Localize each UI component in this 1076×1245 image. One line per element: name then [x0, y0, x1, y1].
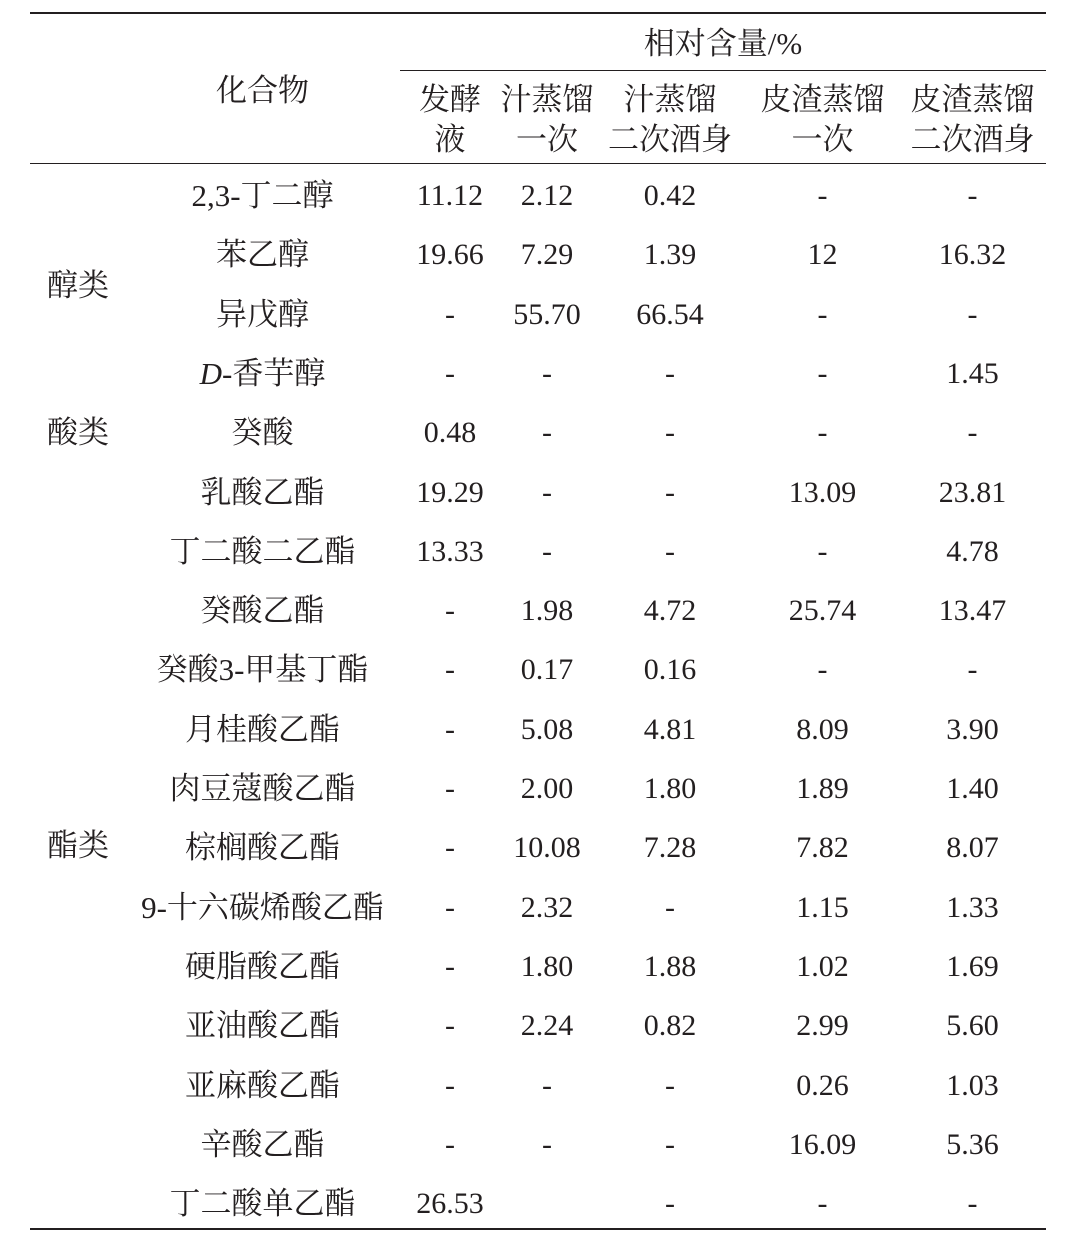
header-col-pomace-second	[900, 80, 1045, 160]
value-cell: 55.70	[513, 298, 581, 331]
header-col-line1: 皮渣蒸馏	[760, 82, 885, 117]
compound-name	[130, 358, 395, 389]
value-cell: -	[967, 298, 978, 331]
header-col-juice-second	[605, 80, 735, 160]
value-cell: -	[445, 772, 455, 805]
value-cell: 1.03	[946, 1069, 999, 1102]
value-cell: 2.24	[520, 1009, 574, 1042]
value-cell: -	[967, 179, 978, 212]
value-cell: 1.40	[946, 772, 999, 805]
category-acids: 酸类	[47, 415, 109, 450]
value-cell: -	[817, 1187, 828, 1220]
value-cell: 0.42	[643, 179, 697, 212]
value-cell: 66.54	[636, 298, 704, 331]
header-group-rule	[400, 70, 1046, 71]
header-col-line1: 汁蒸馏	[623, 82, 717, 117]
value-cell: -	[445, 891, 455, 924]
value-cell: 1.02	[796, 950, 849, 983]
value-cell: 4.72	[643, 594, 697, 627]
compound-name-prefix: D	[199, 356, 223, 391]
table-top-rule	[30, 12, 1046, 14]
value-cell: -	[445, 594, 455, 627]
compound-name: 癸酸乙酯	[200, 593, 325, 628]
header-col-juice-first	[497, 80, 597, 160]
value-cell: -	[445, 713, 455, 746]
compound-name: 丁二酸二乙酯	[169, 534, 356, 569]
header-col-line1: 皮渣蒸馏	[910, 82, 1035, 117]
header-bottom-rule	[30, 163, 1046, 164]
category-alcohols: 醇类	[47, 268, 109, 303]
compound-name: 2,3-丁二醇	[191, 178, 334, 213]
value-cell: 16.32	[938, 238, 1007, 271]
value-cell: 13.33	[416, 535, 484, 568]
compound-name: 亚油酸乙酯	[185, 1008, 340, 1043]
value-cell: 1.80	[643, 772, 697, 805]
value-cell: 2.12	[520, 179, 574, 212]
header-col-line1: 发酵	[419, 82, 481, 117]
value-cell: 13.47	[938, 594, 1007, 627]
value-cell: -	[542, 535, 552, 568]
value-cell: 10.08	[513, 831, 581, 864]
value-cell: -	[542, 476, 552, 509]
header-col-line2: 一次	[791, 122, 854, 157]
category-esters: 酯类	[47, 828, 109, 863]
value-cell: 25.74	[788, 594, 857, 627]
value-cell: -	[967, 416, 978, 449]
value-cell: 1.45	[946, 357, 999, 390]
compound-name: 癸酸3-甲基丁酯	[156, 652, 369, 687]
header-col-pomace-first	[745, 80, 900, 160]
value-cell: 8.09	[796, 713, 849, 746]
value-cell: 0.16	[643, 653, 697, 686]
value-cell: 5.36	[946, 1128, 999, 1161]
value-cell: 5.08	[520, 713, 574, 746]
value-cell: 12	[807, 238, 838, 271]
header-col-fermentation	[405, 80, 495, 160]
value-cell: -	[542, 1069, 552, 1102]
value-cell: 1.39	[643, 238, 697, 271]
value-cell: -	[542, 357, 552, 390]
header-col-line2: 二次酒身	[910, 122, 1035, 157]
value-cell: -	[665, 476, 675, 509]
value-cell: 1.80	[520, 950, 574, 983]
value-cell: -	[665, 535, 675, 568]
value-cell: 23.81	[938, 476, 1007, 509]
value-cell: -	[542, 416, 552, 449]
compound-name: 棕榈酸乙酯	[185, 830, 340, 865]
value-cell: -	[817, 653, 828, 686]
value-cell: -	[445, 653, 455, 686]
value-cell: 1.88	[643, 950, 697, 983]
compound-name: 肉豆蔻酸乙酯	[169, 771, 356, 806]
value-cell: -	[445, 1069, 455, 1102]
value-cell: -	[445, 298, 455, 331]
value-cell: -	[665, 416, 675, 449]
value-cell: -	[967, 653, 978, 686]
value-cell: 16.09	[788, 1128, 857, 1161]
value-cell: 2.32	[520, 891, 574, 924]
value-cell: 1.69	[946, 950, 999, 983]
value-cell: -	[967, 1187, 978, 1220]
value-cell: 7.29	[520, 238, 574, 271]
value-cell: 0.82	[643, 1009, 697, 1042]
compound-name-text: -香芋醇	[222, 356, 326, 391]
value-cell: 2.99	[796, 1009, 849, 1042]
value-cell: 0.48	[423, 416, 477, 449]
header-group-title: 相对含量/%	[643, 26, 803, 61]
value-cell: -	[665, 891, 675, 924]
header-col-line2: 一次	[516, 122, 578, 157]
value-cell: -	[665, 357, 675, 390]
value-cell: -	[817, 535, 828, 568]
value-cell: 1.98	[520, 594, 574, 627]
compound-name: 9-十六碳烯酸乙酯	[141, 890, 384, 925]
value-cell: 26.53	[416, 1187, 484, 1220]
header-col-line2: 液	[434, 122, 466, 157]
value-cell: -	[665, 1128, 675, 1161]
compound-name: 硬脂酸乙酯	[185, 949, 340, 984]
value-cell: 19.66	[416, 238, 484, 271]
value-cell: 1.15	[796, 891, 849, 924]
value-cell: -	[445, 1128, 455, 1161]
value-cell: 0.17	[520, 653, 574, 686]
value-cell: -	[445, 831, 455, 864]
value-cell: 8.07	[946, 831, 999, 864]
value-cell: 4.78	[946, 535, 999, 568]
compound-name: 丁二酸单乙酯	[169, 1186, 356, 1221]
value-cell: 4.81	[643, 713, 697, 746]
header-compound: 化合物	[216, 73, 309, 108]
value-cell: 1.89	[796, 772, 849, 805]
compound-name: 亚麻酸乙酯	[185, 1068, 340, 1103]
header-col-line2: 二次酒身	[608, 122, 732, 157]
compound-name: 异戊醇	[216, 297, 309, 332]
compound-name: 辛酸乙酯	[200, 1127, 325, 1162]
value-cell: -	[665, 1187, 675, 1220]
value-cell: 13.09	[788, 476, 857, 509]
value-cell: -	[817, 298, 828, 331]
header-col-line1: 汁蒸馏	[500, 82, 594, 117]
value-cell: -	[542, 1128, 552, 1161]
table-bottom-rule	[30, 1228, 1046, 1230]
value-cell: -	[817, 357, 828, 390]
value-cell: 19.29	[416, 476, 484, 509]
compound-name: 苯乙醇	[216, 237, 309, 272]
value-cell: 7.28	[643, 831, 697, 864]
value-cell: 3.90	[946, 713, 999, 746]
value-cell: -	[817, 416, 828, 449]
value-cell: -	[817, 179, 828, 212]
compound-name: 月桂酸乙酯	[185, 712, 340, 747]
value-cell: 2.00	[520, 772, 574, 805]
value-cell: 7.82	[796, 831, 849, 864]
value-cell: -	[445, 950, 455, 983]
value-cell: -	[445, 357, 455, 390]
value-cell: 11.12	[416, 179, 484, 212]
compound-name: 癸酸	[231, 415, 294, 450]
value-cell: -	[445, 1009, 455, 1042]
value-cell: 0.26	[796, 1069, 849, 1102]
compound-name: 乳酸乙酯	[200, 475, 325, 510]
value-cell: 5.60	[946, 1009, 999, 1042]
value-cell: -	[665, 1069, 675, 1102]
value-cell: 1.33	[946, 891, 999, 924]
